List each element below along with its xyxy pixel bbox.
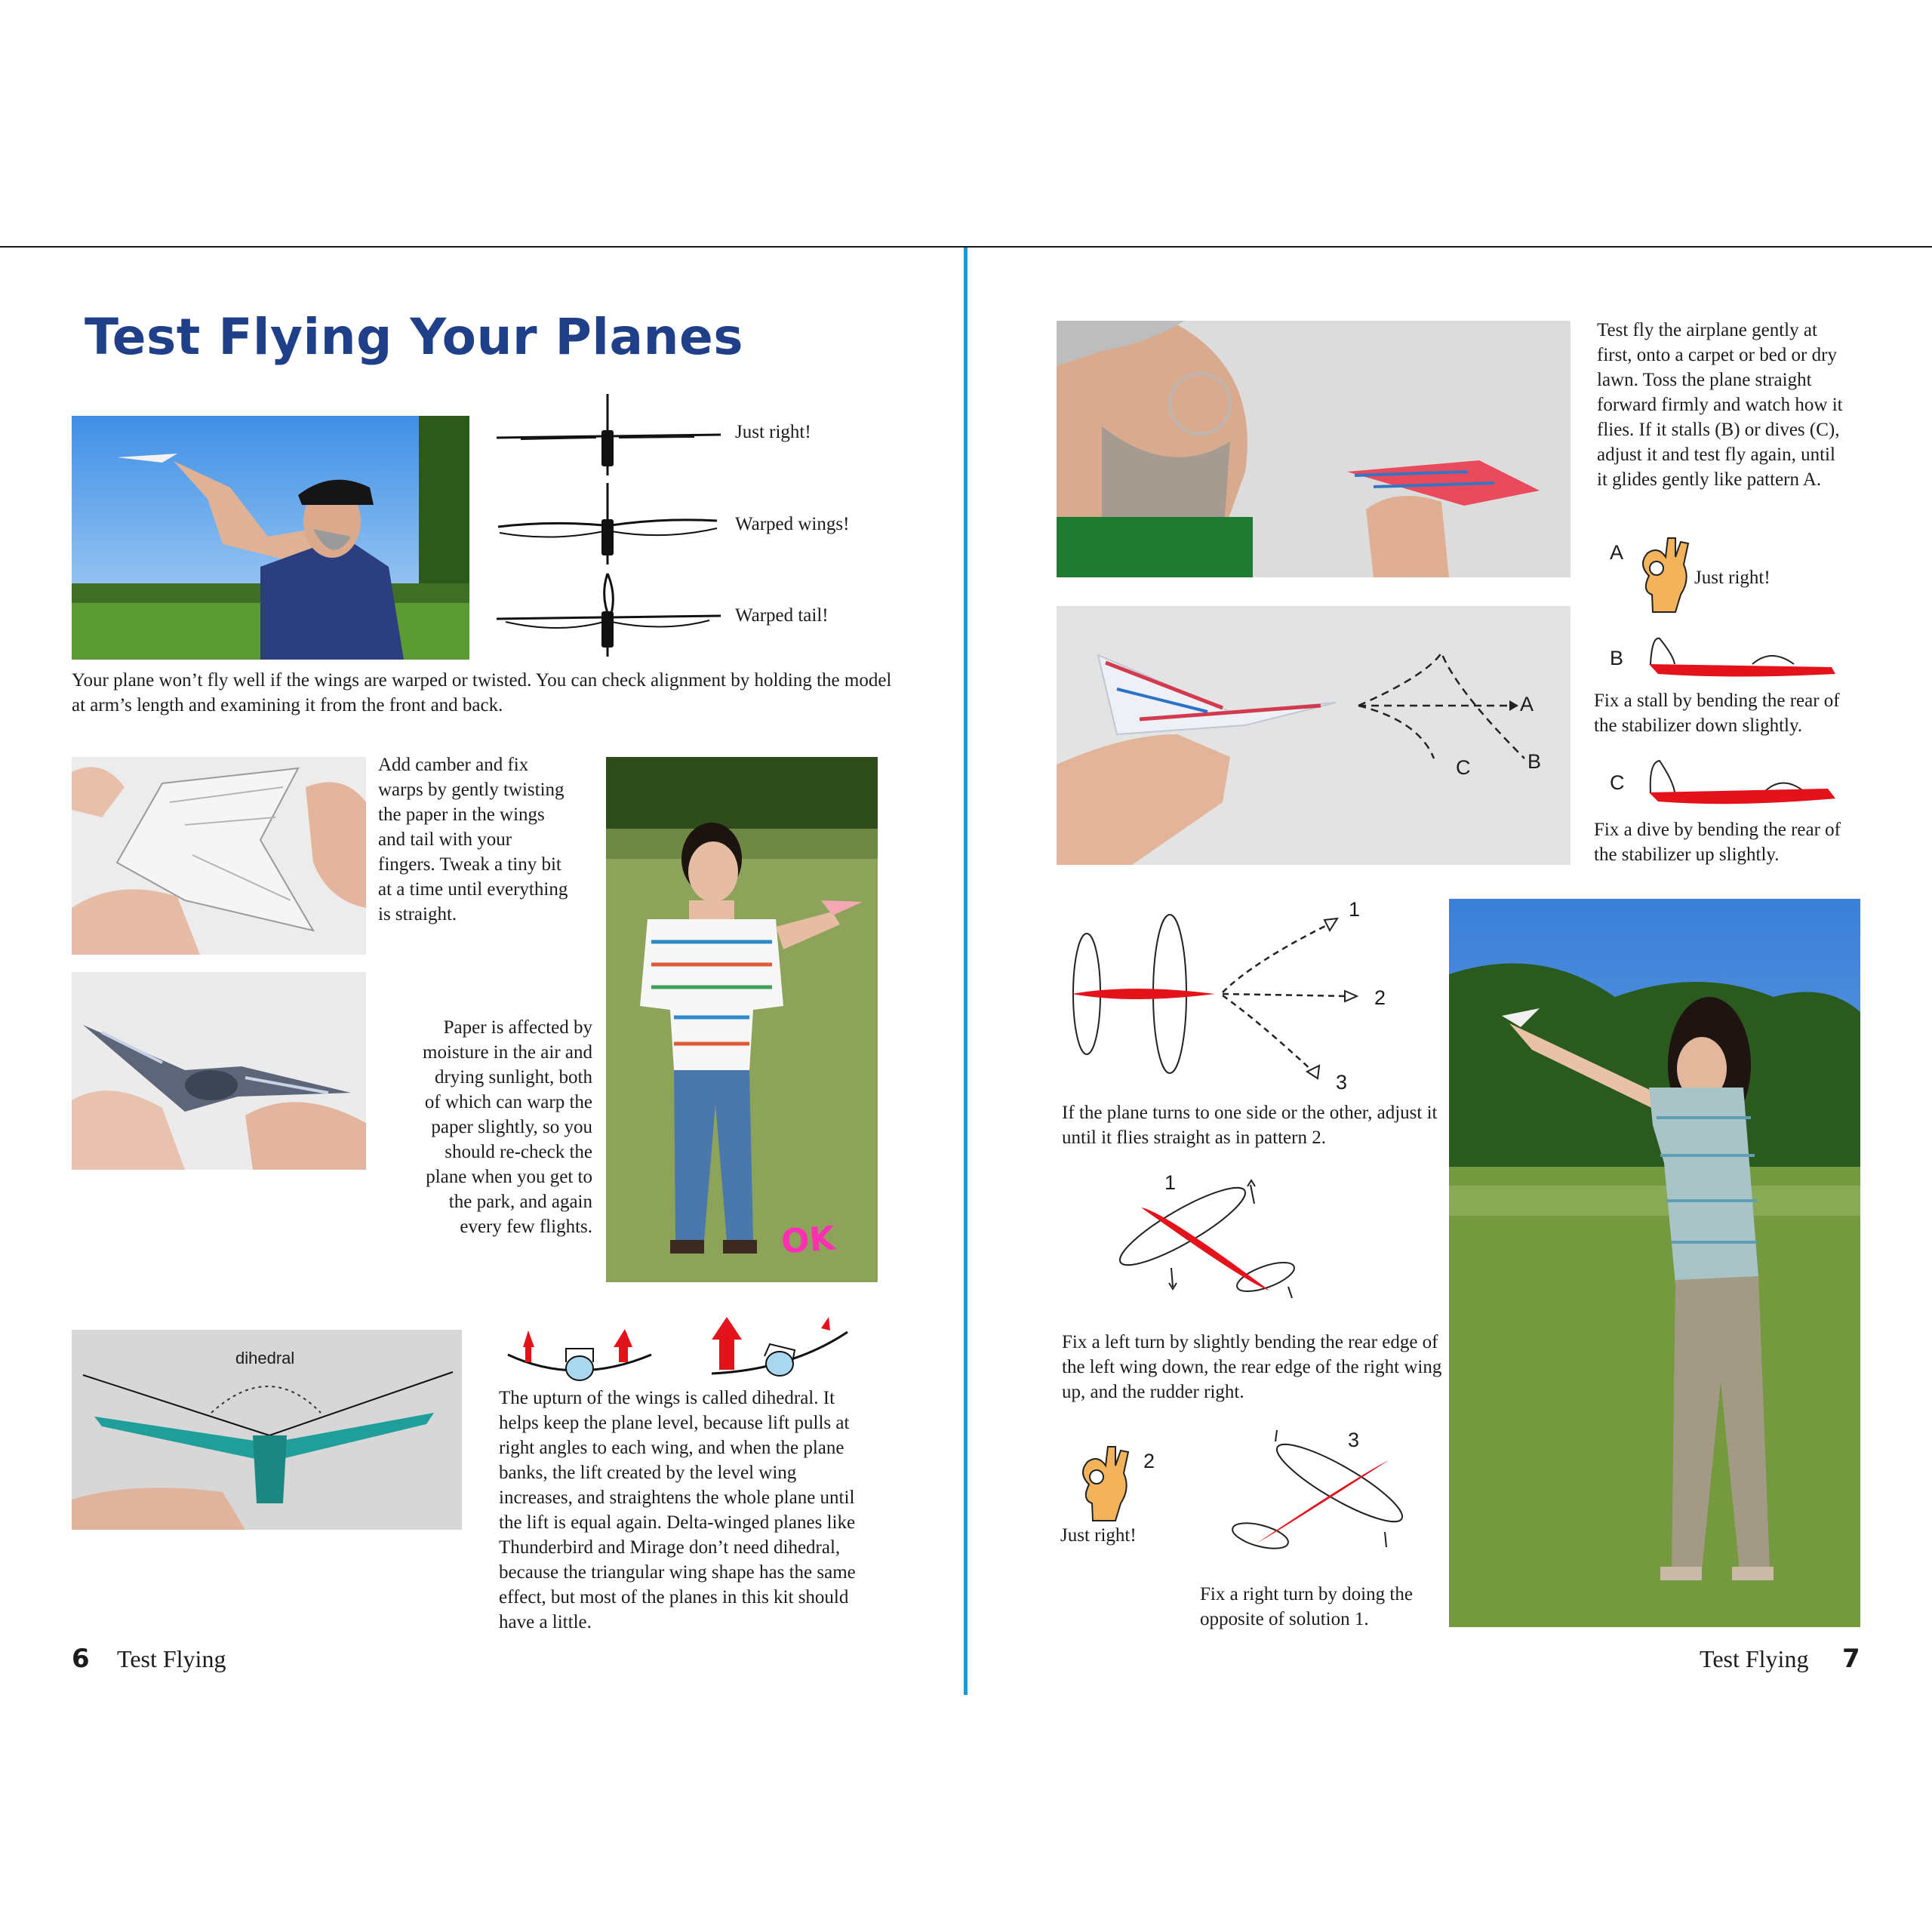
- path-label-a: A: [1520, 693, 1534, 715]
- alignment-caption: Your plane won’t fly well if the wings are warped or twisted. You can check alignment by holding the model at arm’s length and examining it from the front and back.: [72, 670, 892, 715]
- right-turn-number: 3: [1348, 1429, 1360, 1451]
- turn-text: If the plane turns to one side or the other, adjust it until it flies straight as in pattern 2.: [1062, 1103, 1438, 1148]
- stall-fix-diagram: [1643, 632, 1839, 681]
- label-warped-tail: Warped tail!: [735, 605, 829, 626]
- turn-patterns-diagram: [1064, 909, 1396, 1083]
- lift-diagrams: [504, 1302, 853, 1392]
- ok-mark: OK: [780, 1219, 837, 1262]
- path-label-c: C: [1456, 756, 1471, 779]
- left-turn-number: 1: [1164, 1171, 1177, 1194]
- pattern-c-label: C: [1610, 771, 1625, 794]
- dihedral-label: dihedral: [235, 1349, 295, 1367]
- photo-man-with-jet: [1057, 321, 1571, 577]
- photo-hands-holding-plane: [72, 972, 366, 1170]
- photo-girl-throwing-plane: [1449, 899, 1860, 1627]
- stall-fix-text: Fix a stall by bending the rear of the stabilizer down slightly.: [1594, 691, 1840, 736]
- turn-label-3: 3: [1336, 1071, 1348, 1094]
- page-title: Test Flying Your Planes: [85, 308, 744, 366]
- photo-man-launching: [72, 416, 469, 660]
- page-spine: [964, 248, 968, 1695]
- straight-number: 2: [1143, 1450, 1155, 1472]
- pattern-a-just-right: Just right!: [1694, 568, 1770, 588]
- camber-text: Add camber and fix warps by gently twisting the paper in the wings and tail with your fingers. Tweak a tiny bit at a time until everything is straight.: [378, 755, 568, 924]
- right-turn-fix-diagram: [1230, 1434, 1419, 1555]
- wing-alignment-diagrams: [491, 392, 732, 660]
- dive-fix-text: Fix a dive by bending the rear of the stabilizer up slightly.: [1594, 820, 1841, 865]
- photo-boy-holding-plane: [606, 757, 878, 1282]
- moisture-text: Paper is affected by moisture in the air and drying sunlight, both of which can warp the paper slightly, so you should re-check the plane when you get to the park, and again every few flights.: [423, 1017, 592, 1237]
- turn-label-2: 2: [1374, 986, 1386, 1009]
- pattern-a-label: A: [1610, 541, 1624, 564]
- dive-fix-diagram: [1643, 755, 1839, 811]
- right-page-number: 7: [1842, 1644, 1860, 1674]
- pattern-b-label: B: [1610, 647, 1624, 669]
- ok-hand-icon-2: [1074, 1443, 1134, 1522]
- left-running-footer: Test Flying: [117, 1645, 226, 1672]
- left-turn-fix-text: Fix a left turn by slightly bending the rear edge of the left wing down, the rear edge of the right wing up, and the rudder right.: [1062, 1332, 1442, 1402]
- intro-text: Test fly the airplane gently at first, onto a carpet or bed or dry lawn. Toss the plane straight forward firmly and watch how it flies. If it stalls (B) or dives (C), adjust it and test fly again, until it glides gently like pattern A.: [1597, 320, 1843, 490]
- path-label-b: B: [1527, 750, 1542, 773]
- flight-paths-abc: [1351, 645, 1532, 777]
- right-running-footer: Test Flying: [1700, 1645, 1809, 1672]
- straight-just-right: Just right!: [1060, 1525, 1137, 1546]
- right-turn-fix-text: Fix a right turn by doing the opposite of solution 1.: [1200, 1584, 1413, 1629]
- turn-label-1: 1: [1349, 898, 1361, 921]
- label-just-right: Just right!: [735, 422, 811, 442]
- left-page-number: 6: [72, 1644, 90, 1674]
- photo-hands-twisting-wing: [72, 757, 366, 955]
- dihedral-text: The upturn of the wings is called dihedral. It helps keep the plane level, because lift pulls at right angles to each wing, and when the plane banks, the lift created by the level wing increases, and straightens the whole plane until the lift is equal again. Delta-winged planes like Thunderbird and Mirage don’t need dihedral, because the triangular wing shape has the same effect, but most of the planes in this kit should have a little.: [499, 1388, 856, 1632]
- label-warped-wings: Warped wings!: [735, 514, 850, 534]
- ok-hand-icon: [1634, 534, 1694, 614]
- left-turn-fix-diagram: [1111, 1177, 1307, 1298]
